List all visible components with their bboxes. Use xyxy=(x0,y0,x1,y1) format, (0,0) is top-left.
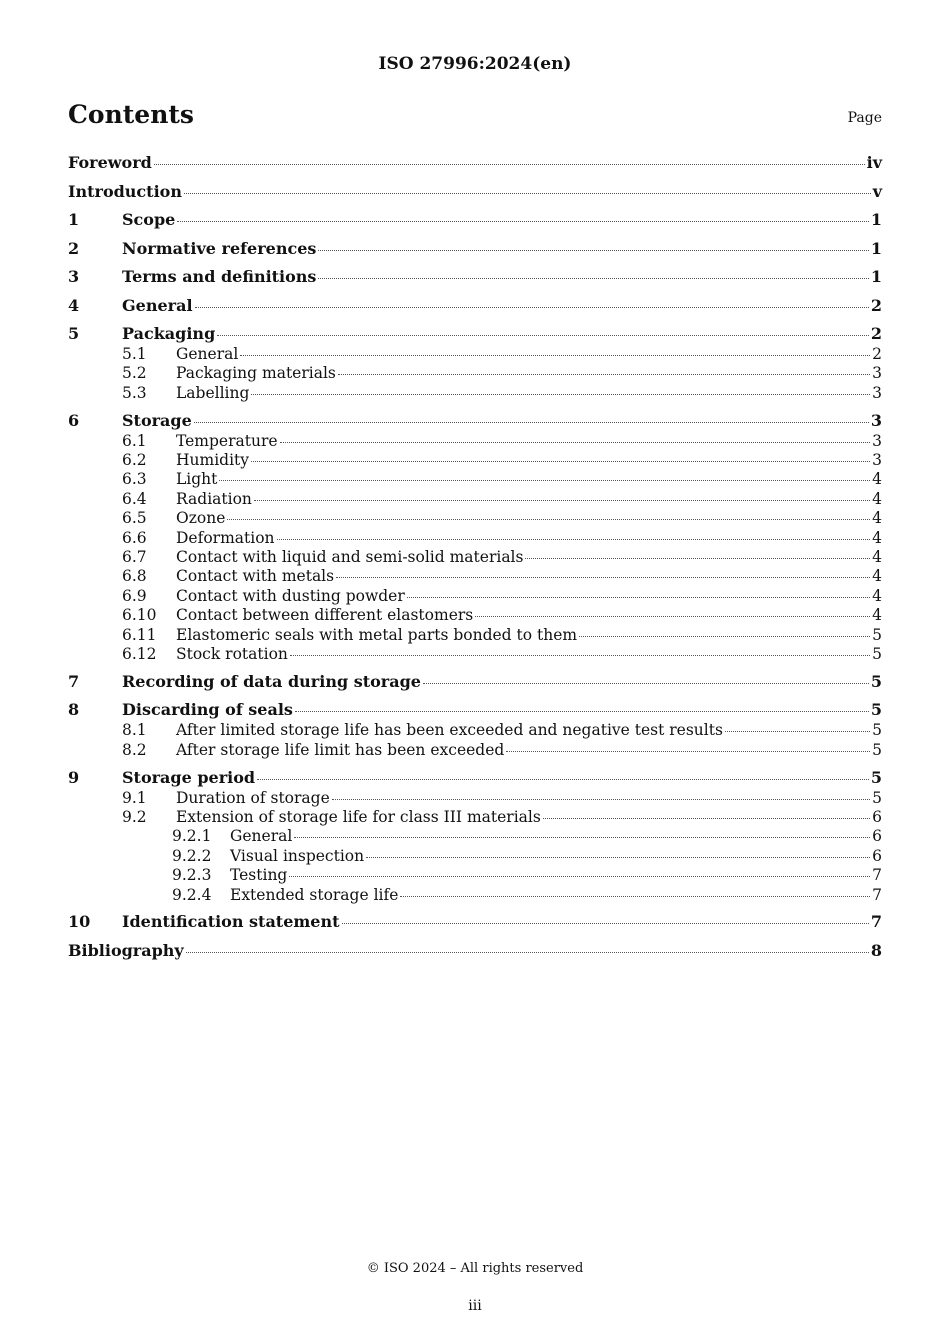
toc-entry-title: Storage xyxy=(122,410,192,430)
toc-entry-title: Contact with dusting powder xyxy=(176,586,405,605)
toc-entry-title: Scope xyxy=(122,210,176,229)
toc-dot-leader xyxy=(195,307,869,308)
toc-entry-number: 5.3 xyxy=(122,383,147,402)
toc-entry-number: 7 xyxy=(68,671,80,691)
toc-entry-title: Extension of storage life for class III materials xyxy=(176,808,541,827)
copyright-footer: © ISO 2024 – All rights reserved xyxy=(366,1261,584,1276)
toc-entry-title: Contact with liquid and semi-solid materials xyxy=(176,548,524,567)
toc-entry[interactable] xyxy=(68,626,882,645)
toc-entry[interactable] xyxy=(68,886,882,905)
toc-entry[interactable] xyxy=(68,767,882,789)
toc-entry-title: Testing xyxy=(230,866,288,885)
toc-entry-title: Duration of storage xyxy=(176,788,330,807)
toc-entry-title: Elastomeric seals with metal parts bonded to them xyxy=(176,625,578,644)
toc-entry-number: 6.2 xyxy=(122,451,147,470)
toc-entry-title: Humidity xyxy=(176,451,250,470)
toc-entry-number: 6.11 xyxy=(122,625,157,644)
toc-entry-title: After storage life limit has been exceeded xyxy=(176,740,505,759)
toc-dot-leader xyxy=(294,837,870,838)
toc-entry[interactable] xyxy=(68,699,882,721)
toc-entry-page: 4 xyxy=(872,470,882,489)
toc-dot-leader xyxy=(475,616,870,617)
toc-entry-number: 6.12 xyxy=(122,644,157,663)
toc-dot-leader xyxy=(400,896,870,897)
toc-entry-title: After limited storage life has been exceeded and negative test results xyxy=(176,721,723,740)
toc-entry[interactable] xyxy=(68,364,882,383)
toc-entry-title: Light xyxy=(176,470,218,489)
toc-entry-number: 6.5 xyxy=(122,509,147,528)
toc-entry-page: 4 xyxy=(872,528,882,547)
page-column-label: Page xyxy=(847,110,882,126)
toc-entry-page: 8 xyxy=(870,940,882,960)
toc-entry-title: Identification statement xyxy=(122,912,340,932)
toc-entry-title: Normative references xyxy=(122,238,317,258)
toc-entry-title: Introduction xyxy=(68,181,182,201)
toc-entry[interactable] xyxy=(68,238,882,260)
toc-dot-leader xyxy=(177,221,869,222)
toc-dot-leader xyxy=(543,818,870,819)
toc-entry-page: 4 xyxy=(872,606,882,625)
toc-entry-title: Temperature xyxy=(176,431,278,450)
toc-entry-page: 5 xyxy=(872,644,882,663)
toc-dot-leader xyxy=(525,558,870,559)
toc-entry[interactable] xyxy=(68,721,882,740)
toc-entry-title: Packaging materials xyxy=(176,364,336,383)
toc-entry[interactable] xyxy=(68,470,882,489)
toc-entry-page: 2 xyxy=(872,345,882,363)
toc-entry-number: 4 xyxy=(68,295,80,315)
toc-entry-page: 4 xyxy=(872,509,882,528)
toc-entry-number: 9.2.2 xyxy=(172,846,212,865)
toc-dot-leader xyxy=(240,355,870,356)
toc-dot-leader xyxy=(289,876,870,877)
toc-entry-number: 6.3 xyxy=(122,470,147,489)
toc-entry-title: Extended storage life xyxy=(230,885,399,904)
toc-entry-page: 7 xyxy=(870,912,882,932)
toc-entry[interactable] xyxy=(68,295,882,317)
toc-dot-leader xyxy=(423,683,869,684)
toc-entry-page: 5 xyxy=(872,788,882,807)
toc-dot-leader xyxy=(336,577,870,578)
toc-dot-leader xyxy=(217,335,869,336)
toc-entry-title: Bibliography xyxy=(68,940,184,960)
toc-entry-title: General xyxy=(122,295,193,315)
toc-entry-page: 4 xyxy=(872,567,882,586)
toc-dot-leader xyxy=(194,422,869,423)
toc-entry-page: 3 xyxy=(872,451,882,470)
toc-entry-page: 2 xyxy=(870,324,882,343)
toc-entry[interactable] xyxy=(68,323,882,345)
toc-dot-leader xyxy=(318,250,868,251)
toc-dot-leader xyxy=(186,952,869,953)
toc-entry[interactable] xyxy=(68,410,882,432)
toc-entry-page: 5 xyxy=(870,767,882,787)
toc-dot-leader xyxy=(251,394,870,395)
toc-entry-page: 5 xyxy=(870,671,882,691)
toc-entry-number: 6.7 xyxy=(122,548,147,567)
toc-entry-number: 9.2 xyxy=(122,808,147,827)
toc-entry-title: Deformation xyxy=(176,528,275,547)
toc-entry[interactable] xyxy=(68,606,882,625)
toc-entry-title: Discarding of seals xyxy=(122,700,293,720)
toc-entry-page: 7 xyxy=(872,885,882,904)
toc-entry-title: Foreword xyxy=(68,153,152,172)
toc-entry-title: Storage period xyxy=(122,767,256,787)
toc-entry-number: 2 xyxy=(68,238,80,258)
toc-entry-number: 5.2 xyxy=(122,364,147,383)
toc-dot-leader xyxy=(407,597,870,598)
toc-entry-title: General xyxy=(230,827,293,846)
toc-entry-page: 6 xyxy=(872,808,882,827)
toc-entry-title: Radiation xyxy=(176,489,252,508)
toc-entry-title: Terms and definitions xyxy=(122,267,317,286)
toc-entry-title: Packaging xyxy=(122,324,216,343)
toc-entry-number: 6.6 xyxy=(122,528,147,547)
toc-entry[interactable] xyxy=(68,789,882,808)
toc-entry-page: 1 xyxy=(870,267,882,286)
toc-entry[interactable] xyxy=(68,741,882,760)
toc-dot-leader xyxy=(154,164,865,165)
toc-entry[interactable] xyxy=(68,266,882,288)
toc-entry-page: 4 xyxy=(872,586,882,605)
toc-dot-leader xyxy=(366,857,870,858)
toc-entry-number: 9 xyxy=(68,767,80,787)
toc-entry-number: 6.10 xyxy=(122,606,157,625)
toc-dot-leader xyxy=(290,655,870,656)
toc-entry[interactable] xyxy=(68,490,882,509)
toc-entry[interactable] xyxy=(68,181,882,203)
toc-dot-leader xyxy=(318,278,868,279)
toc-entry[interactable] xyxy=(68,671,882,693)
toc-entry-title: Labelling xyxy=(176,383,250,402)
toc-dot-leader xyxy=(251,461,870,462)
toc-dot-leader xyxy=(332,799,870,800)
toc-entry[interactable] xyxy=(68,209,882,231)
toc-dot-leader xyxy=(277,539,871,540)
toc-entry-page: 3 xyxy=(870,410,882,430)
toc-entry-page: v xyxy=(872,181,882,201)
toc-entry[interactable] xyxy=(68,152,882,174)
toc-entry-page: 1 xyxy=(870,210,882,229)
toc-entry[interactable] xyxy=(68,567,882,586)
toc-entry-page: 2 xyxy=(870,295,882,315)
toc-entry-page: 4 xyxy=(872,489,882,508)
toc-entry-number: 8 xyxy=(68,700,80,720)
toc-dot-leader xyxy=(506,751,870,752)
toc-entry[interactable] xyxy=(68,645,882,664)
toc-entry[interactable] xyxy=(68,911,882,933)
toc-entry[interactable] xyxy=(68,940,882,962)
toc-entry-number: 5 xyxy=(68,324,80,343)
toc-dot-leader xyxy=(184,193,871,194)
toc-entry[interactable] xyxy=(68,432,882,451)
toc-entry-number: 5.1 xyxy=(122,345,147,363)
toc-entry[interactable] xyxy=(68,509,882,528)
table-of-contents xyxy=(68,152,882,962)
toc-entry-number: 8.1 xyxy=(122,721,147,740)
toc-entry-page: 5 xyxy=(870,700,882,720)
toc-entry-title: Contact with metals xyxy=(176,567,335,586)
toc-entry-page: 6 xyxy=(872,827,882,846)
toc-dot-leader xyxy=(579,636,870,637)
toc-entry-title: General xyxy=(176,345,239,363)
toc-dot-leader xyxy=(295,711,869,712)
toc-entry-page: 3 xyxy=(872,364,882,383)
toc-dot-leader xyxy=(254,500,870,501)
toc-entry[interactable] xyxy=(68,451,882,470)
toc-entry-number: 6.9 xyxy=(122,586,147,605)
toc-entry-number: 10 xyxy=(68,912,91,932)
toc-entry-title: Recording of data during storage xyxy=(122,671,421,691)
toc-entry[interactable] xyxy=(68,587,882,606)
toc-entry[interactable] xyxy=(68,847,882,866)
toc-entry-title: Ozone xyxy=(176,509,226,528)
toc-entry-number: 6 xyxy=(68,410,80,430)
toc-entry-number: 3 xyxy=(68,267,80,286)
toc-dot-leader xyxy=(725,731,870,732)
toc-entry-number: 9.2.4 xyxy=(172,885,212,904)
toc-entry-page: 5 xyxy=(872,721,882,740)
toc-entry[interactable] xyxy=(68,345,882,364)
toc-entry-number: 9.1 xyxy=(122,788,147,807)
toc-dot-leader xyxy=(342,923,869,924)
toc-entry[interactable] xyxy=(68,866,882,885)
contents-title: Contents xyxy=(68,100,195,129)
page-number: iii xyxy=(468,1298,482,1314)
toc-entry-number: 6.4 xyxy=(122,489,147,508)
toc-entry[interactable] xyxy=(68,827,882,846)
toc-dot-leader xyxy=(257,779,869,780)
toc-dot-leader xyxy=(219,480,870,481)
toc-entry[interactable] xyxy=(68,808,882,827)
toc-entry-number: 9.2.3 xyxy=(172,866,212,885)
toc-entry[interactable] xyxy=(68,529,882,548)
toc-entry-page: 3 xyxy=(872,383,882,402)
toc-dot-leader xyxy=(338,374,870,375)
toc-dot-leader xyxy=(280,442,871,443)
document-header: ISO 27996:2024(en) xyxy=(378,54,572,74)
toc-entry-page: 5 xyxy=(872,625,882,644)
toc-entry-page: 3 xyxy=(872,431,882,450)
toc-entry[interactable] xyxy=(68,548,882,567)
toc-entry-number: 6.8 xyxy=(122,567,147,586)
toc-entry-number: 1 xyxy=(68,210,80,229)
toc-entry-title: Contact between different elastomers xyxy=(176,606,474,625)
toc-entry-number: 9.2.1 xyxy=(172,827,212,846)
toc-entry-number: 8.2 xyxy=(122,740,147,759)
toc-entry-page: 1 xyxy=(870,238,882,258)
toc-entry-page: 4 xyxy=(872,548,882,567)
toc-entry-page: iv xyxy=(866,153,882,172)
toc-entry-number: 6.1 xyxy=(122,431,147,450)
toc-entry-title: Visual inspection xyxy=(230,846,365,865)
toc-entry-title: Stock rotation xyxy=(176,644,288,663)
toc-dot-leader xyxy=(227,519,870,520)
toc-entry-page: 6 xyxy=(872,846,882,865)
toc-entry-page: 7 xyxy=(872,866,882,885)
toc-entry-page: 5 xyxy=(872,740,882,759)
toc-entry[interactable] xyxy=(68,384,882,403)
